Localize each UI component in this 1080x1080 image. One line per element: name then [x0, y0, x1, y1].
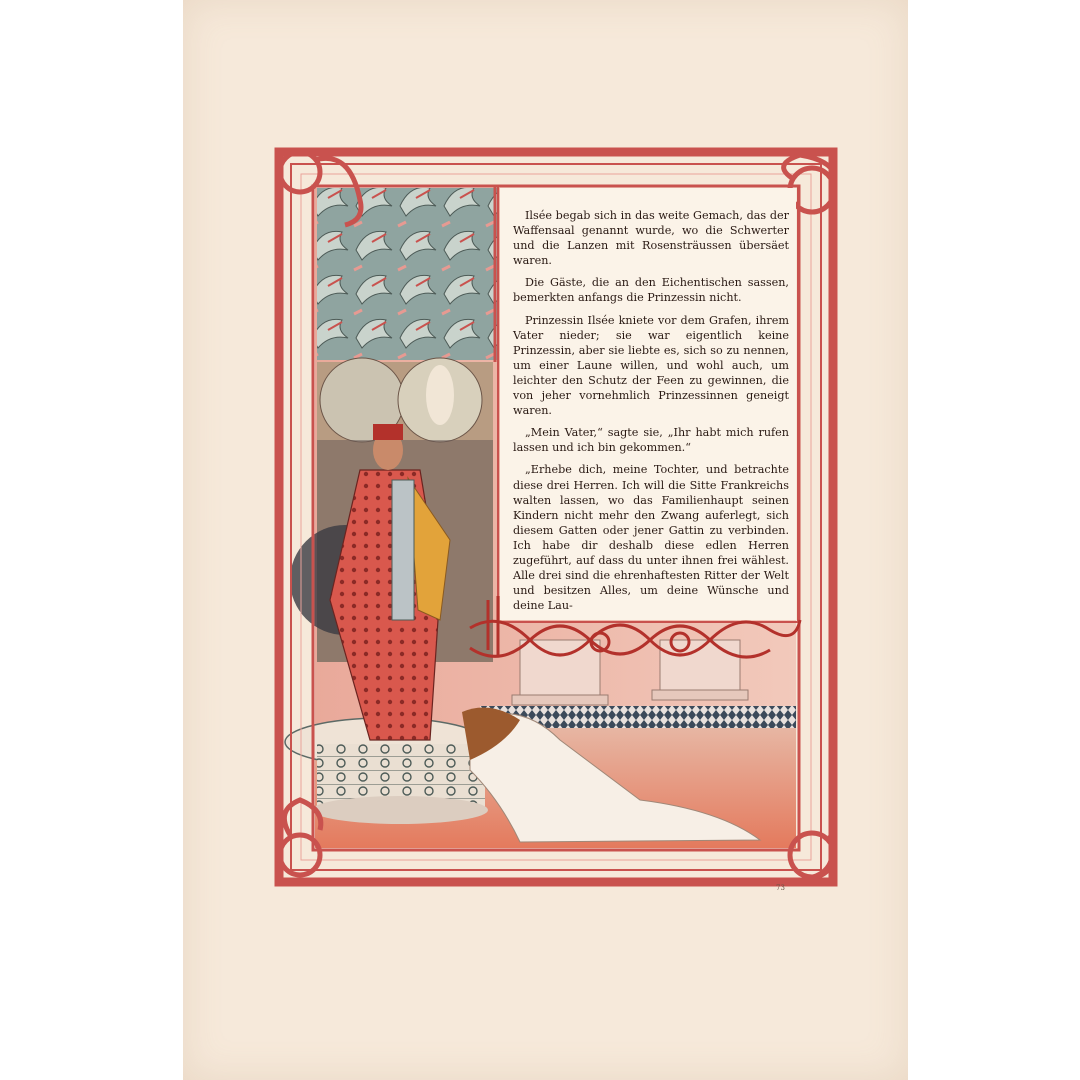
paragraph: „Mein Vater,“ sagte sie, „Ihr habt mich rufen lassen und ich bin gekommen.“ — [513, 426, 789, 455]
page-number: 73 — [776, 884, 785, 892]
story-text — [513, 208, 789, 620]
paragraph: Prinzessin Ilsée kniete vor dem Grafen, ihrem Vater nieder; sie war eigentlich keine Prinzessin, aber sie liebte es, sich so zu nennen, um einer Laune willen, und wohl auch, um leichter den Schutz der Feen zu gewinnen, die von jeher vornehmlich Prinzessinnen geneigt waren. — [513, 313, 789, 418]
paragraph: „Erhebe dich, meine Tochter, und betrachte diese drei Herren. Ich will die Sitte Frankreichs walten lassen, wo das Familienhaupt seinen Kindern nicht mehr den Zwang auferlegt, sich diesem Gatten oder jener Gattin zu verbinden. Ich habe dir deshalb diese edlen Herren zugeführt, auf dass du unter ihnen frei wählest. Alle drei sind die ehrenhaftesten Ritter der Welt und besitzen Alles, um deine Wünsche und deine Lau- — [513, 463, 789, 613]
paragraph: Die Gäste, die an den Eichentischen sassen, bemerkten anfangs die Prinzessin nicht. — [513, 276, 789, 305]
paragraph: Ilsée begab sich in das weite Gemach, das der Waffensaal genannt wurde, wo die Schwerter und die Lanzen mit Rosensträussen übersäet waren. — [513, 209, 789, 268]
